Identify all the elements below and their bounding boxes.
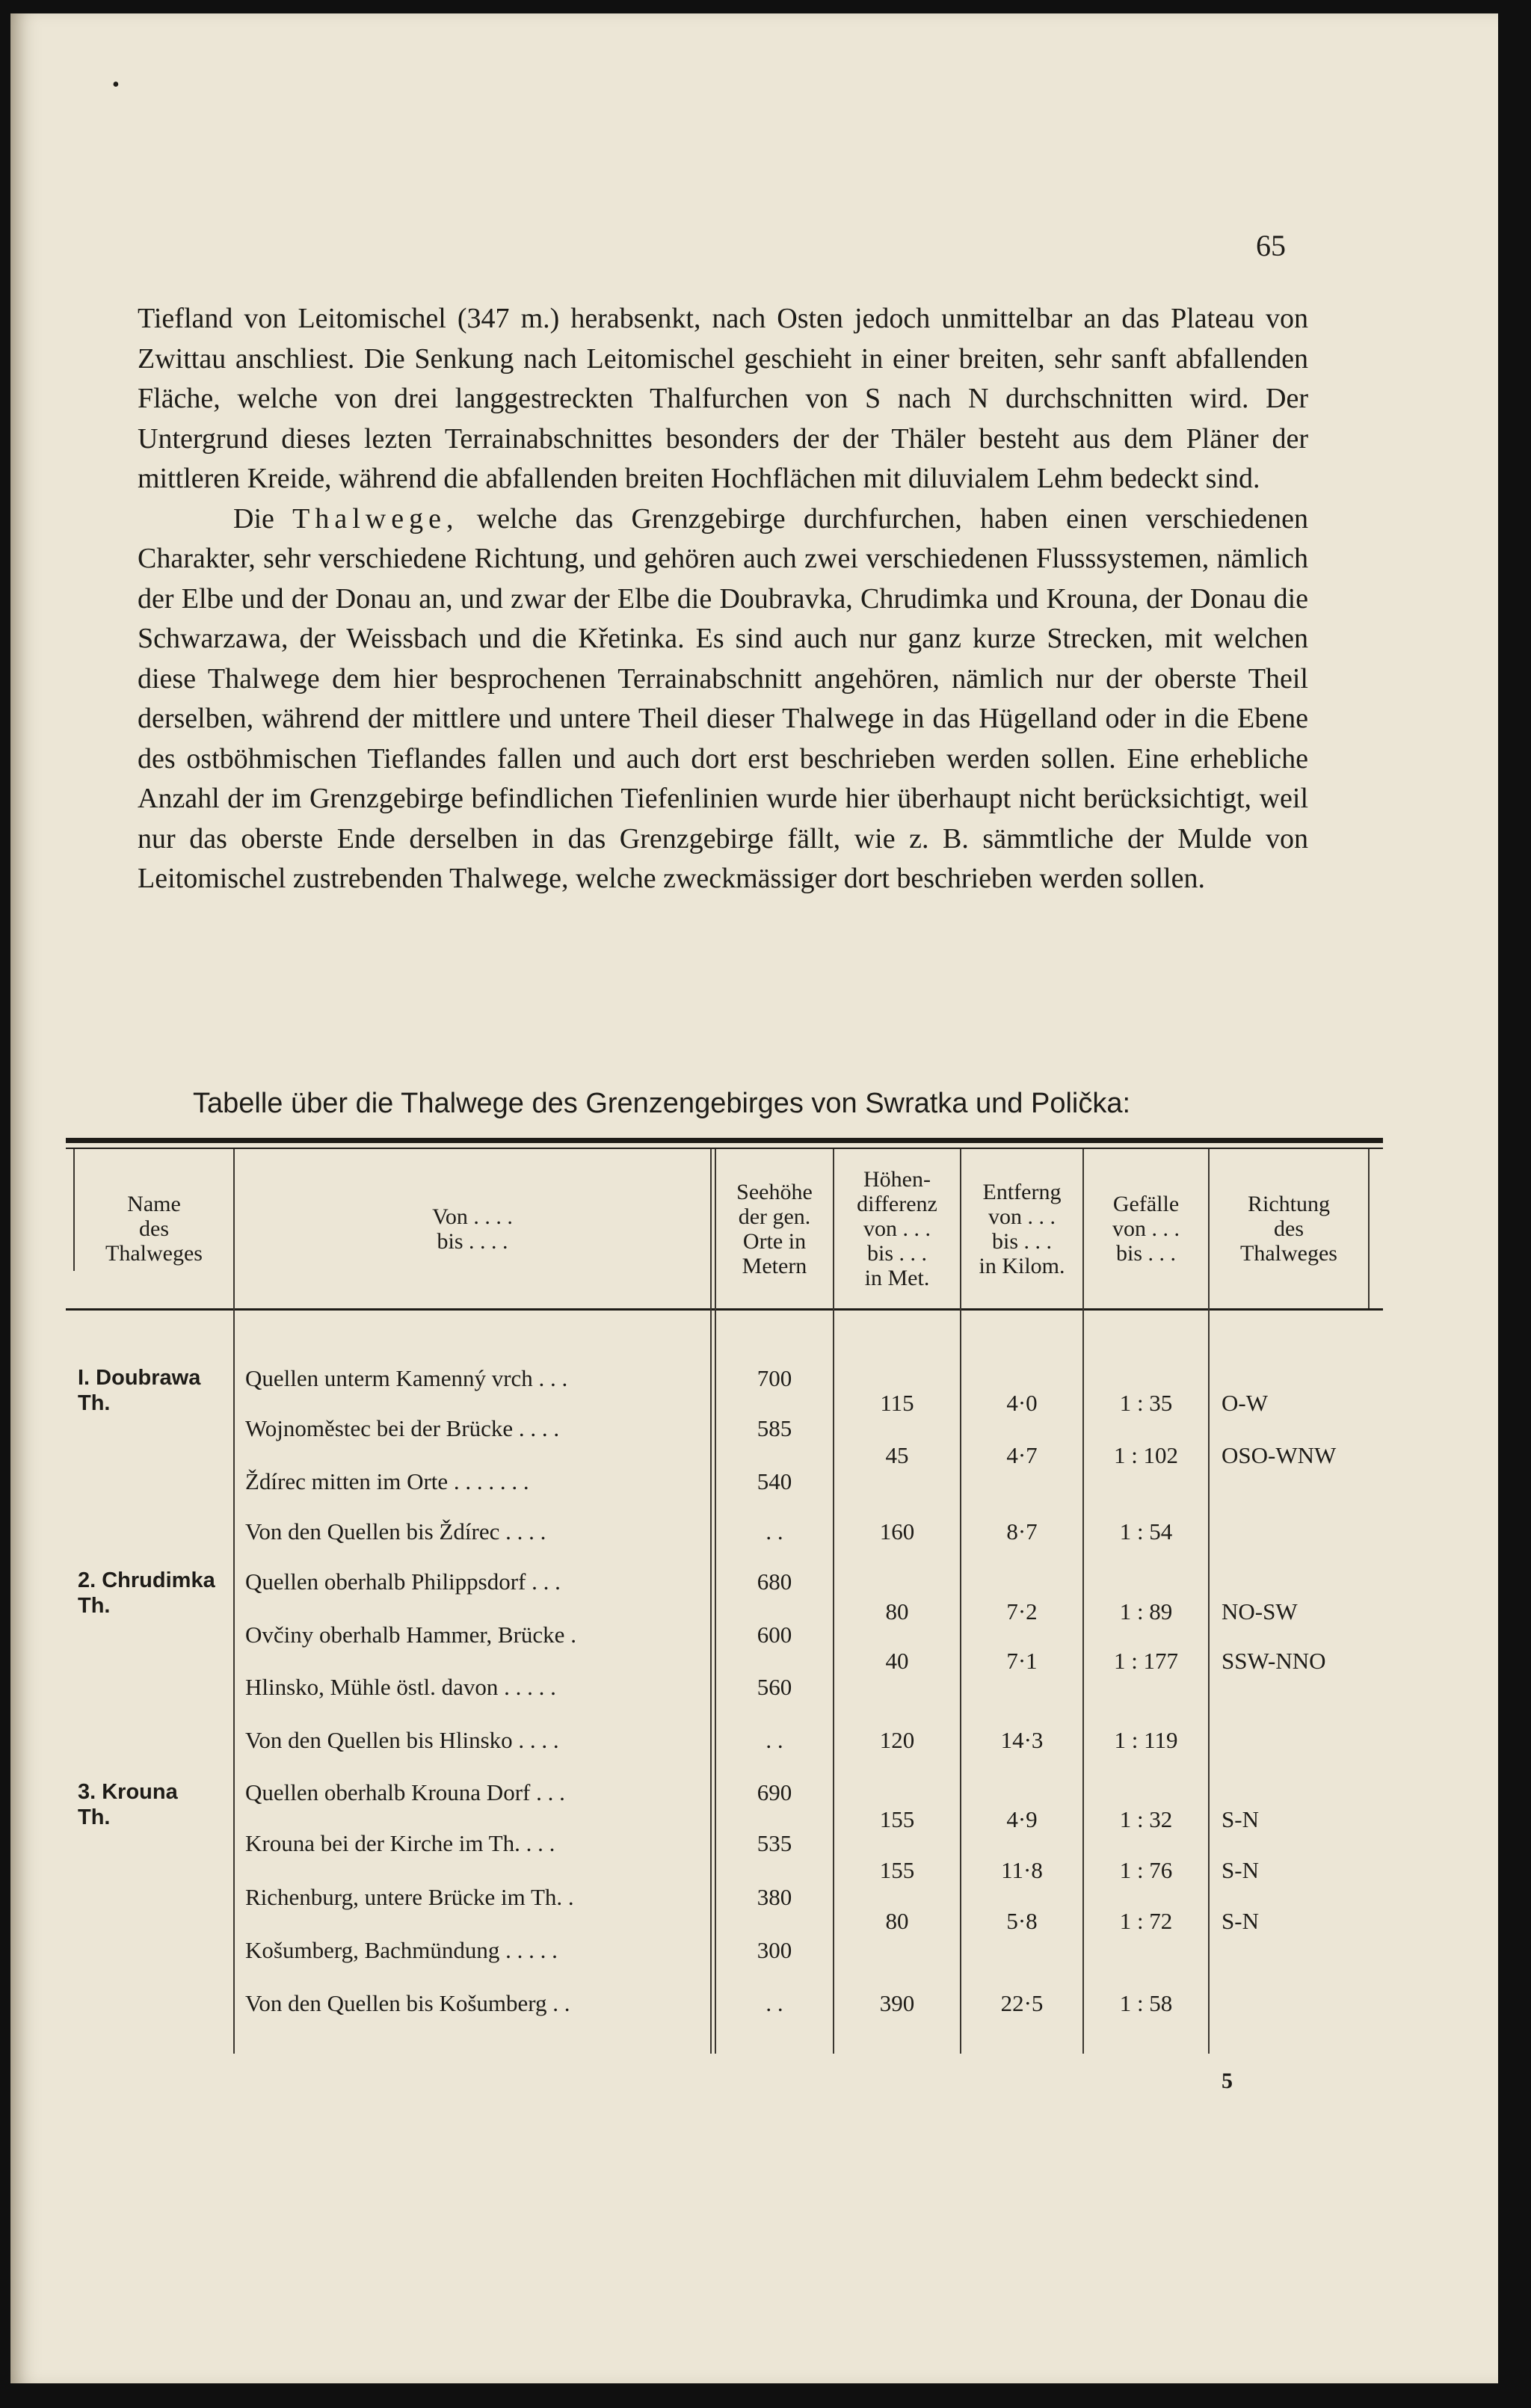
segment-direction: OSO-WNW	[1222, 1442, 1337, 1468]
paragraph-2-rest: welche das Grenzgebirge durchfurchen, haben einen verschiedenen Charakter, sehr verschiedene Richtung, und gehören auch zwei verschiedenen Flusssystemen, nämlich der Elbe und der Donau an, und zwar der Elbe die Doubravka, Chrudimka und Krouna, der Donau die Schwarzawa, der Weissbach und die Křetinka. Es sind auch nur ganz kurze Strecken, mit welchen diese Thalwege dem hier besprochenen Terrainabschnitt angehören, nämlich nur der oberste Theil derselben, während der mittlere und untere Theil dieser Thalwege in das Hügelland oder in die Ebene des ostböhmischen Tieflandes fallen und auch dort erst beschrieben werden sollen. Eine erhebliche Anzahl der im Grenzgebirge befindlichen Tiefenlinien wurde hier überhaupt nicht berücksichtigt, weil nur das oberste Ende derselben in das Grenzgebirge fällt, wie z. B. sämmtliche der Mulde von Leitomischel zustrebenden Thalwege, welche zweckmässiger dort beschrieben werden sollen.	[138, 502, 1309, 894]
total-height: . .	[766, 1727, 783, 1753]
place-height: 535	[757, 1830, 792, 1856]
segment-direction: S-N	[1222, 1806, 1259, 1832]
segment-diff: 155	[879, 1857, 915, 1883]
group-name-krouna: 3. Krouna Th.	[78, 1780, 178, 1829]
segment-dist: 7·2	[1006, 1598, 1038, 1625]
paragraph-1: Tiefland von Leitomischel (347 m.) herabsenkt, nach Osten jedoch unmittelbar an das Plateau von Zwittau anschliest. Die Senkung nach Leitomischel geschieht in einer breiten, sehr sanft abfallenden Fläche, welche von drei langgestreckten Thalfurchen von S nach N durchschnitten wird. Der Untergrund dieses lezten Terrainabschnittes besonders der der Thäler besteht aus dem Pläner der mittleren Kreide, während die abfallenden breiten Hochflächen mit diluvialem Lehm bedeckt sind.	[138, 303, 1308, 494]
segment-slope: 1 : 102	[1113, 1442, 1179, 1468]
segment-diff: 45	[885, 1442, 909, 1468]
segment-diff: 115	[880, 1390, 914, 1416]
segment-slope: 1 : 72	[1119, 1908, 1173, 1934]
place-label: Hlinsko, Mühle östl. davon . . . . .	[245, 1674, 556, 1700]
paragraph-2	[138, 499, 1308, 899]
segment-dist: 11·8	[1001, 1857, 1043, 1883]
total-diff: 160	[879, 1518, 915, 1545]
total-label: Von den Quellen bis Košumberg . .	[245, 1990, 570, 2016]
corner-mark: •	[112, 73, 120, 96]
place-label: Krouna bei der Kirche im Th. . . .	[245, 1830, 555, 1856]
place-label: Quellen unterm Kamenný vrch . . .	[245, 1365, 568, 1391]
segment-diff: 80	[885, 1908, 909, 1934]
segment-slope: 1 : 177	[1113, 1648, 1179, 1674]
table-border-right	[1368, 1149, 1370, 1308]
place-height: 540	[757, 1468, 792, 1494]
total-slope: 1 : 119	[1114, 1727, 1178, 1753]
segment-dist: 7·1	[1006, 1648, 1038, 1674]
place-label: Richenburg, untere Brücke im Th. .	[245, 1884, 574, 1910]
place-label: Quellen oberhalb Philippsdorf . . .	[245, 1568, 561, 1595]
header-gefaelle: Gefälle von . . . bis . . .	[1112, 1192, 1180, 1266]
place-label: Ovčiny oberhalb Hammer, Brücke .	[245, 1622, 576, 1648]
segment-slope: 1 : 32	[1119, 1806, 1173, 1832]
place-label: Ždírec mitten im Orte . . . . . . .	[245, 1468, 529, 1494]
header-von-bis: Von . . . . bis . . . .	[432, 1204, 513, 1254]
place-label: Quellen oberhalb Krouna Dorf . . .	[245, 1779, 565, 1805]
place-height: 380	[757, 1884, 792, 1910]
body-text	[138, 299, 1308, 899]
total-dist: 22·5	[1000, 1990, 1044, 2016]
total-diff: 120	[879, 1727, 915, 1753]
header-entfernung: Entferng von . . . bis . . . in Kilom.	[979, 1179, 1065, 1278]
place-label: Košumberg, Bachmündung . . . . .	[245, 1937, 558, 1963]
place-height: 600	[757, 1622, 792, 1648]
segment-slope: 1 : 35	[1119, 1390, 1173, 1416]
page-number: 65	[1256, 229, 1286, 262]
segment-direction: S-N	[1222, 1857, 1259, 1883]
column-divider	[710, 1149, 712, 2054]
place-height: 690	[757, 1779, 792, 1805]
total-dist: 14·3	[1000, 1727, 1044, 1753]
header-richtung: Richtung des Thalweges	[1240, 1192, 1337, 1266]
table-top-rule	[66, 1138, 1383, 1143]
segment-dist: 4·0	[1006, 1390, 1038, 1416]
segment-direction: O-W	[1222, 1390, 1268, 1416]
group-name-chrudimka: 2. Chrudimka Th.	[78, 1568, 215, 1618]
segment-diff: 155	[879, 1806, 915, 1832]
segment-diff: 80	[885, 1598, 909, 1625]
total-label: Von den Quellen bis Hlinsko . . . .	[245, 1727, 559, 1753]
segment-direction: NO-SW	[1222, 1598, 1298, 1625]
segment-dist: 4·7	[1006, 1442, 1038, 1468]
paragraph-2-lead: Die	[233, 502, 274, 535]
header-seehoehe: Seehöhe der gen. Orte in Metern	[736, 1179, 813, 1278]
segment-direction: SSW-NNO	[1222, 1648, 1326, 1674]
place-height: 300	[757, 1937, 792, 1963]
place-height: 700	[757, 1365, 792, 1391]
total-slope: 1 : 58	[1119, 1990, 1173, 2016]
total-height: . .	[766, 1518, 783, 1545]
group-name-doubrawa: I. Doubrawa Th.	[78, 1366, 201, 1415]
segment-slope: 1 : 89	[1119, 1598, 1173, 1625]
segment-diff: 40	[885, 1648, 909, 1674]
total-diff: 390	[879, 1990, 915, 2016]
segment-slope: 1 : 76	[1119, 1857, 1173, 1883]
total-height: . .	[766, 1990, 783, 2016]
segment-dist: 5·8	[1006, 1908, 1038, 1934]
table-header-rule	[66, 1308, 1383, 1311]
total-slope: 1 : 54	[1119, 1518, 1173, 1545]
total-dist: 8·7	[1006, 1518, 1038, 1545]
footer-mark: 5	[1222, 2069, 1233, 2093]
thalwege-spaced: Thalwege,	[292, 502, 459, 535]
place-label: Wojnoměstec bei der Brücke . . . .	[245, 1415, 560, 1441]
header-hoehendifferenz: Höhen- differenz von . . . bis . . . in Met.	[857, 1167, 937, 1290]
segment-dist: 4·9	[1006, 1806, 1038, 1832]
table-title: Tabelle über die Thalwege des Grenzengebirges von Swratka und Polička:	[193, 1088, 1131, 1119]
segment-direction: S-N	[1222, 1908, 1259, 1934]
header-name: Name des Thalweges	[105, 1192, 203, 1266]
place-height: 560	[757, 1674, 792, 1700]
place-height: 680	[757, 1568, 792, 1595]
total-label: Von den Quellen bis Ždírec . . . .	[245, 1518, 546, 1545]
place-height: 585	[757, 1415, 792, 1441]
